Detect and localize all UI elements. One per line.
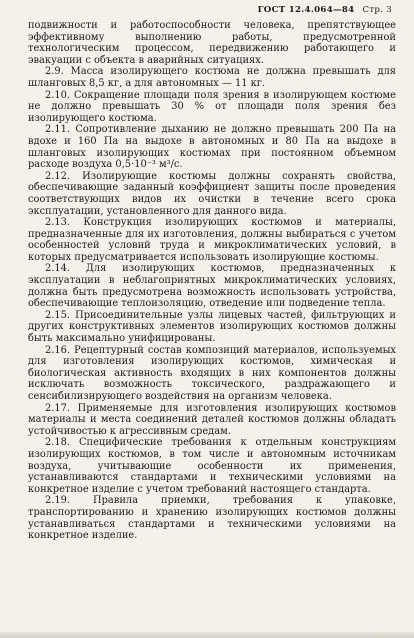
paragraph-2-11: 2.11. Сопротивление дыханию не должно превышать 200 Па на вдохе и 160 Па на выдохе в автономных и 80 Па на выдохе в шланговых изолирующих костюмах при постоянном объемном расходе воздуха 0,5·10⁻³ м³/с. [28,124,396,171]
paragraph-2-19: 2.19. Правила приемки, требования к упаковке, транспортированию и хранению изолирующих костюмов должны устанавливаться стандартами и техническими условиями на конкретное изделие. [28,495,396,542]
page-number: Стр. 3 [362,5,392,15]
paragraph-2-18: 2.18. Специфические требования к отдельным конструкциям изолирующих костюмов, в том числе и автономным источникам воздуха, учитывающие особенности их применения, устанавливаются стандартами и техническими условиями на конкретное изделие с учетом требований настоящего стандарта. [28,437,396,495]
paragraph-2-14: 2.14. Для изолирующих костюмов, предназначенных к эксплуатации в неблагоприятных микроклиматических условиях, должна быть предусмотрена возможность использовать устройства, обеспечивающие теплоизоляцию, отведение или подведение тепла. [28,263,396,310]
page-header [258,5,392,15]
standard-number: ГОСТ 12.4.064—84 [257,5,355,15]
paragraph-2-16: 2.16. Рецептурный состав композиций материалов, используемых для изготовления изолирующих костюмов, химическая и биологическая активность входящих в них компонентов должны исключать возможность токсического, раздражающего и сенсибилизирующего воздействия на организм человека. [28,344,396,402]
paragraph-2-12: 2.12. Изолирующие костюмы должны сохранять свойства, обеспечивающие заданный коэффициент защиты после проведения соответствующих видов их очистки в течение всего срока эксплуатации, установленного для данного вида. [28,170,396,217]
paragraph-2-9: 2.9. Масса изолирующего костюма не должна превышать для шланговых 8,5 кг, а для автономных — 11 кг. [28,66,396,89]
paragraph-2-17: 2.17. Применяемые для изготовления изолирующих костюмов материалы и места соединений деталей костюмов должны обладать устойчивостью к агрессивным средам. [28,402,396,437]
paragraph-2-10: 2.10. Сокращение площади поля зрения в изолирующем костюме не должно превышать 30 % от площади поля зрения без изолирующего костюма. [28,89,396,124]
paragraph-continuation: подвижности и работоспособности человека, препятствующее эффективному выполнению работы, предусмотренной технологическим процессом, передвижению работающего и эвакуации с объекта в аварийных ситуациях. [28,20,396,66]
paragraph-2-15: 2.15. Присоединительные узлы лицевых частей, фильтрующих и других конструктивных элементов изолирующих костюмов должны быть максимально унифицированы. [28,309,396,345]
paragraph-2-13: 2.13. Конструкция изолирующих костюмов и материалы, предназначенные для их изготовления, должны выбираться с учетом особенностей условий труда и микроклиматических условий, в которых предусматривается использовать изолирующие костюмы. [28,217,396,263]
document-body [28,20,396,542]
page-bottom-edge [0,632,414,638]
